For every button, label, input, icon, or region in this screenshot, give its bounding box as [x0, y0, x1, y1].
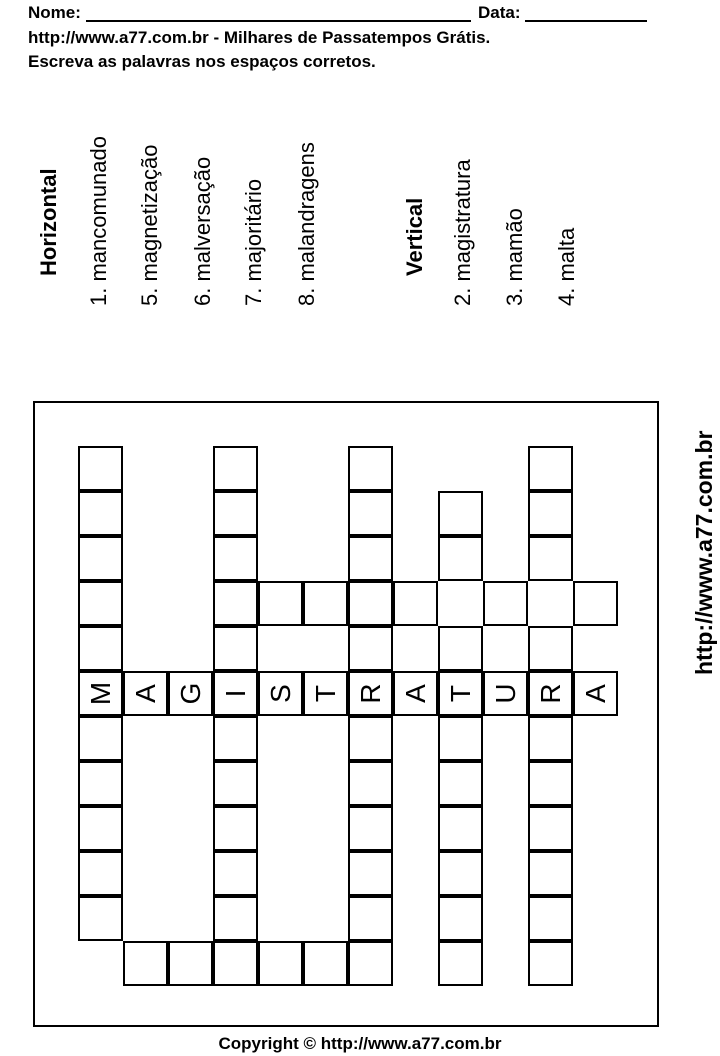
grid-cell[interactable] — [78, 446, 123, 491]
grid-letter: R — [535, 683, 566, 704]
grid-cell[interactable] — [78, 671, 123, 716]
grid-cell[interactable] — [438, 536, 483, 581]
grid-cell[interactable] — [348, 806, 393, 851]
grid-cell[interactable] — [258, 581, 303, 626]
grid-cell[interactable] — [213, 446, 258, 491]
grid-cell[interactable] — [573, 581, 618, 626]
horizontal-heading: Horizontal — [36, 168, 61, 276]
grid-cell[interactable] — [528, 851, 573, 896]
grid-cell[interactable] — [78, 761, 123, 806]
grid-cell[interactable] — [348, 716, 393, 761]
grid-cell[interactable] — [348, 446, 393, 491]
grid-cell[interactable] — [348, 491, 393, 536]
grid-cell[interactable] — [348, 851, 393, 896]
grid-letter: U — [490, 683, 521, 704]
grid-cell[interactable] — [213, 896, 258, 941]
grid-cell[interactable] — [483, 671, 528, 716]
grid-cell[interactable] — [78, 581, 123, 626]
vertical-heading: Vertical — [402, 197, 427, 276]
horizontal-clue: 6. malversação — [190, 156, 215, 306]
grid-cell[interactable] — [78, 626, 123, 671]
grid-cell[interactable] — [213, 491, 258, 536]
grid-cell[interactable] — [213, 941, 258, 986]
grid-cell[interactable] — [303, 581, 348, 626]
grid-letter: A — [400, 684, 431, 703]
grid-cell[interactable] — [348, 581, 393, 626]
grid-cell[interactable] — [303, 671, 348, 716]
grid-cell[interactable] — [528, 761, 573, 806]
grid-cell[interactable] — [528, 536, 573, 581]
grid-cell[interactable] — [438, 671, 483, 716]
grid-cell[interactable] — [438, 716, 483, 761]
copyright-footer: Copyright © http://www.a77.com.br — [218, 1034, 502, 1053]
grid-cell[interactable] — [483, 581, 528, 626]
grid-cell[interactable] — [213, 581, 258, 626]
grid-letter: R — [355, 683, 386, 704]
horizontal-clue: 5. magnetização — [137, 144, 162, 306]
grid-cell[interactable] — [213, 851, 258, 896]
grid-cell[interactable] — [213, 536, 258, 581]
vertical-clue: 4. malta — [554, 227, 579, 306]
date-label: Data: — [478, 3, 521, 22]
grid-cell[interactable] — [168, 941, 213, 986]
grid-cell[interactable] — [528, 446, 573, 491]
grid-cell[interactable] — [438, 491, 483, 536]
horizontal-clue: 1. mancomunado — [86, 136, 111, 306]
grid-cell[interactable] — [348, 896, 393, 941]
grid-letter: S — [265, 684, 296, 703]
grid-letter: M — [85, 681, 116, 706]
horizontal-clue: 7. majoritário — [241, 178, 266, 306]
instructions: Escreva as palavras nos espaços corretos. — [28, 52, 376, 71]
grid-cell[interactable] — [213, 716, 258, 761]
grid-cell[interactable] — [528, 671, 573, 716]
grid-letter: A — [580, 684, 611, 703]
grid-cell[interactable] — [348, 671, 393, 716]
grid-cell[interactable] — [258, 671, 303, 716]
grid-letter: T — [445, 684, 476, 703]
name-label: Nome: — [28, 3, 81, 22]
grid-cell[interactable] — [438, 896, 483, 941]
grid-cell[interactable] — [438, 941, 483, 986]
grid-cell[interactable] — [393, 671, 438, 716]
grid-cell[interactable] — [78, 491, 123, 536]
grid-cell[interactable] — [348, 761, 393, 806]
vertical-clue: 2. magistratura — [450, 159, 475, 306]
grid-cell[interactable] — [78, 896, 123, 941]
grid-cell[interactable] — [168, 671, 213, 716]
grid-cell[interactable] — [348, 536, 393, 581]
grid-cell[interactable] — [348, 941, 393, 986]
grid-cell[interactable] — [438, 626, 483, 671]
grid-cell[interactable] — [528, 716, 573, 761]
grid-cell[interactable] — [438, 851, 483, 896]
grid-letter: T — [310, 684, 341, 703]
grid-cell[interactable] — [393, 581, 438, 626]
grid-cell[interactable] — [123, 941, 168, 986]
grid-cell[interactable] — [78, 851, 123, 896]
grid-cell[interactable] — [123, 671, 168, 716]
grid-cell[interactable] — [438, 806, 483, 851]
grid-cell[interactable] — [438, 761, 483, 806]
horizontal-clue: 8. malandragens — [294, 142, 319, 306]
grid-cell[interactable] — [258, 941, 303, 986]
vertical-clue: 3. mamão — [502, 208, 527, 306]
site-line: http://www.a77.com.br - Milhares de Passatempos Grátis. — [28, 28, 491, 47]
grid-cell[interactable] — [348, 626, 393, 671]
grid-cell[interactable] — [78, 536, 123, 581]
grid-cell[interactable] — [528, 626, 573, 671]
grid-cell[interactable] — [528, 941, 573, 986]
grid-cell[interactable] — [213, 671, 258, 716]
grid-cell[interactable] — [213, 806, 258, 851]
grid-cell[interactable] — [528, 491, 573, 536]
grid-letter: A — [130, 684, 161, 703]
side-url: http://www.a77.com.br — [691, 430, 717, 675]
grid-cell[interactable] — [213, 761, 258, 806]
grid-letter: G — [175, 682, 206, 705]
grid-cell[interactable] — [528, 806, 573, 851]
grid-cell[interactable] — [78, 806, 123, 851]
grid-cell[interactable] — [303, 941, 348, 986]
grid-cell[interactable] — [78, 716, 123, 761]
grid-cell[interactable] — [213, 626, 258, 671]
grid-cell[interactable] — [573, 671, 618, 716]
grid-cell[interactable] — [528, 896, 573, 941]
grid-letter: I — [220, 689, 251, 698]
